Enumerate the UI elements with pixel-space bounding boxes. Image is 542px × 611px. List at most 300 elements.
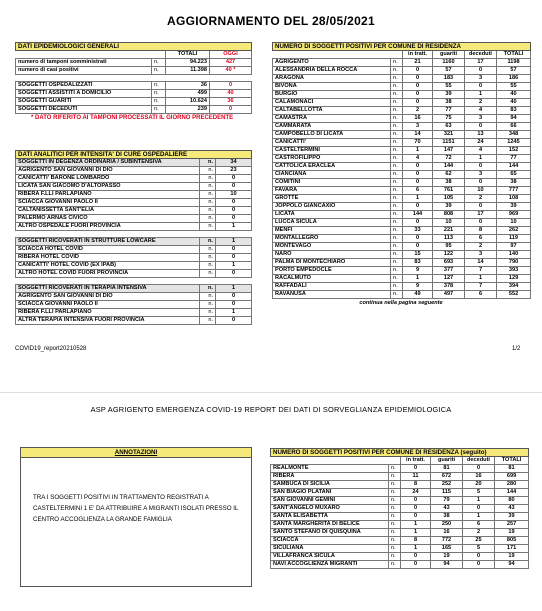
totali: 1198 xyxy=(497,59,531,67)
table-row xyxy=(273,123,531,131)
in-trattamento: 0 xyxy=(403,163,433,171)
comune-name: NAVI ACCOGLIENZA MIGRANTI xyxy=(271,561,389,569)
in-trattamento: 4 xyxy=(403,155,433,163)
table-row xyxy=(273,227,531,235)
table-row xyxy=(16,309,252,317)
table-row xyxy=(273,155,531,163)
row-label: SCIACCA GIOVANNI PAOLO II xyxy=(16,199,200,207)
comune-unit: n. xyxy=(391,179,403,187)
comune-unit: n. xyxy=(391,211,403,219)
comune-name: PALMA DI MONTECHIARO xyxy=(273,259,391,267)
deceduti: 25 xyxy=(463,537,495,545)
totali: 40 xyxy=(497,91,531,99)
table-row xyxy=(273,83,531,91)
comune-unit: n. xyxy=(389,513,401,521)
row-label: numero di casi positivi xyxy=(16,67,152,75)
comune-name: SANTO STEFANO DI QUISQUINA xyxy=(271,529,389,537)
comuni-col: in tratt. xyxy=(403,51,433,59)
guariti: 321 xyxy=(433,131,465,139)
comune-name: GROTTE xyxy=(273,195,391,203)
guariti: 761 xyxy=(433,187,465,195)
in-trattamento: 49 xyxy=(403,291,433,299)
table-row xyxy=(271,561,529,569)
comune-name: REALMONTE xyxy=(271,465,389,473)
deceduti: 0 xyxy=(463,553,495,561)
totali: 108 xyxy=(497,195,531,203)
totali: 186 xyxy=(497,75,531,83)
row-oggi: 427 xyxy=(210,59,252,67)
guariti: 378 xyxy=(433,283,465,291)
row-value: 1 xyxy=(216,262,252,270)
in-trattamento: 3 xyxy=(403,123,433,131)
totali: 262 xyxy=(497,227,531,235)
table-row xyxy=(273,67,531,75)
totali: 552 xyxy=(497,291,531,299)
deceduti: 1 xyxy=(465,155,497,163)
table-row xyxy=(16,199,252,207)
comune-name: RIBERA xyxy=(271,473,389,481)
deceduti: 2 xyxy=(465,195,497,203)
comuni-table xyxy=(272,42,531,299)
col-oggi: OGGI xyxy=(210,51,252,59)
row-value: 0 xyxy=(216,215,252,223)
in-trattamento: 0 xyxy=(403,75,433,83)
table-row xyxy=(271,545,529,553)
totali: 152 xyxy=(497,147,531,155)
analitici-header: DATI ANALITICI PER INTENSITA' DI CURE OSPEDALIERE xyxy=(16,151,252,159)
comune-name: RACALMUTO xyxy=(273,275,391,283)
deceduti: 2 xyxy=(465,99,497,107)
in-trattamento: 15 xyxy=(403,251,433,259)
comune-unit: n. xyxy=(391,275,403,283)
comune-name: FAVARA xyxy=(273,187,391,195)
row-unit: n. xyxy=(200,175,216,183)
comune-unit: n. xyxy=(389,545,401,553)
comune-name: JOPPOLO GIANCAXIO xyxy=(273,203,391,211)
row-oggi: 40 xyxy=(210,90,252,98)
totali: 40 xyxy=(497,99,531,107)
guariti: 693 xyxy=(433,259,465,267)
row-label: CANICATTI' BARONE LOMBARDO xyxy=(16,175,200,183)
comune-name: CALAMONACI xyxy=(273,99,391,107)
comune-unit: n. xyxy=(391,219,403,227)
table-row xyxy=(273,139,531,147)
annotazioni-header: ANNOTAZIONI xyxy=(20,447,252,458)
row-unit: n. xyxy=(200,309,216,317)
table-row xyxy=(273,219,531,227)
in-trattamento: 1 xyxy=(403,275,433,283)
totali: 393 xyxy=(497,267,531,275)
comune-name: SICULIANA xyxy=(271,545,389,553)
comuni-container xyxy=(272,42,530,306)
comune-name: CAMMARATA xyxy=(273,123,391,131)
totali: 777 xyxy=(497,187,531,195)
deceduti: 0 xyxy=(463,561,495,569)
totali: 171 xyxy=(495,545,529,553)
row-value: 23 xyxy=(216,167,252,175)
in-trattamento: 1 xyxy=(403,195,433,203)
comune-name: CASTROFILIPPO xyxy=(273,155,391,163)
in-trattamento: 0 xyxy=(403,91,433,99)
deceduti: 16 xyxy=(463,473,495,481)
table-row xyxy=(16,223,252,231)
table-row xyxy=(271,505,529,513)
annotazione-line: TRA I SOGGETTI POSITIVI IN TRATTAMENTO REGISTRATI A xyxy=(33,494,209,501)
row-unit: n. xyxy=(200,215,216,223)
totali: 129 xyxy=(497,275,531,283)
guariti: 122 xyxy=(433,251,465,259)
guariti: 497 xyxy=(433,291,465,299)
deceduti: 0 xyxy=(465,123,497,131)
deceduti: 7 xyxy=(465,267,497,275)
comune-unit: n. xyxy=(391,59,403,67)
totali: 39 xyxy=(495,513,529,521)
row-label: SCIACCA GIOVANNI PAOLO II xyxy=(16,301,200,309)
guariti: 1151 xyxy=(433,139,465,147)
totali: 80 xyxy=(495,497,529,505)
comune-unit: n. xyxy=(391,251,403,259)
row-label: PALERMO ARNAS CIVICO xyxy=(16,215,200,223)
row-label: AGRIGENTO SAN GIOVANNI DI DIO xyxy=(16,293,200,301)
row-value: 0 xyxy=(216,175,252,183)
comune-name: CAMASTRA xyxy=(273,115,391,123)
in-trattamento: 0 xyxy=(403,235,433,243)
totali: 39 xyxy=(497,203,531,211)
in-trattamento: 83 xyxy=(403,259,433,267)
comune-unit: n. xyxy=(391,283,403,291)
row-value: 1 xyxy=(216,238,252,246)
guariti: 115 xyxy=(431,489,463,497)
row-total: 94.223 xyxy=(166,59,210,67)
comune-name: MENFI xyxy=(273,227,391,235)
epi-note: * DATO RIFERITO AI TAMPONI PROCESSATI IL GIORNO PRECEDENTE xyxy=(31,115,234,121)
totali: 83 xyxy=(497,107,531,115)
guariti: 183 xyxy=(433,75,465,83)
in-trattamento: 9 xyxy=(403,283,433,291)
table-row xyxy=(271,521,529,529)
row-unit: n. xyxy=(200,246,216,254)
guariti: 165 xyxy=(431,545,463,553)
deceduti: 0 xyxy=(465,179,497,187)
guariti: 147 xyxy=(433,147,465,155)
row-label: RIBERA F.LLI PARLAPIANO xyxy=(16,191,200,199)
analitici-container xyxy=(15,150,251,325)
row-unit: n. xyxy=(152,90,166,98)
row-value: 1 xyxy=(216,309,252,317)
row-total: 36 xyxy=(166,82,210,90)
totali: 65 xyxy=(497,171,531,179)
row-unit: n. xyxy=(200,183,216,191)
footer-left: COVID19_report20210528 xyxy=(15,346,87,352)
table-row xyxy=(16,285,252,293)
guariti: 252 xyxy=(431,481,463,489)
comuni-col: TOTALI xyxy=(497,51,531,59)
comune-unit: n. xyxy=(391,83,403,91)
table-row xyxy=(273,107,531,115)
table-row xyxy=(16,262,252,270)
row-label: SOGGETTI RICOVERATI IN STRUTTURE LOWCARE xyxy=(16,238,200,246)
deceduti: 17 xyxy=(465,59,497,67)
table-row xyxy=(16,246,252,254)
comune-name: ALESSANDRIA DELLA ROCCA xyxy=(273,67,391,75)
guariti: 1160 xyxy=(433,59,465,67)
comune-unit: n. xyxy=(391,235,403,243)
row-label: SOGGETTI GUARITI xyxy=(16,98,152,106)
in-trattamento: 0 xyxy=(403,83,433,91)
in-trattamento: 21 xyxy=(403,59,433,67)
row-label: CALTANISSETTA SANT'ELIA xyxy=(16,207,200,215)
totali: 77 xyxy=(497,155,531,163)
deceduti: 0 xyxy=(465,67,497,75)
comune-name: CATTOLICA ERACLEA xyxy=(273,163,391,171)
deceduti: 1 xyxy=(465,275,497,283)
row-value: 10 xyxy=(216,191,252,199)
comune-unit: n. xyxy=(391,155,403,163)
comune-name: SANTA ELISABETTA xyxy=(271,513,389,521)
guariti: 94 xyxy=(431,561,463,569)
row-unit: n. xyxy=(200,301,216,309)
row-unit: n. xyxy=(200,270,216,278)
row-label: AGRIGENTO SAN GIOVANNI DI DIO xyxy=(16,167,200,175)
deceduti: 7 xyxy=(465,283,497,291)
table-row xyxy=(16,175,252,183)
guariti: 113 xyxy=(433,235,465,243)
comune-unit: n. xyxy=(391,267,403,275)
table-row xyxy=(273,115,531,123)
table-row xyxy=(271,497,529,505)
in-trattamento: 0 xyxy=(403,171,433,179)
totali: 19 xyxy=(495,553,529,561)
deceduti: 6 xyxy=(465,291,497,299)
comune-unit: n. xyxy=(391,187,403,195)
totali: 94 xyxy=(495,561,529,569)
comune-unit: n. xyxy=(391,123,403,131)
comune-unit: n. xyxy=(391,67,403,75)
comune-unit: n. xyxy=(391,107,403,115)
row-value: 0 xyxy=(216,270,252,278)
table-row xyxy=(16,215,252,223)
comune-unit: n. xyxy=(391,91,403,99)
guariti: 75 xyxy=(433,115,465,123)
table-row xyxy=(16,254,252,262)
totali: 1245 xyxy=(497,139,531,147)
deceduti: 0 xyxy=(463,465,495,473)
in-trattamento: 9 xyxy=(403,267,433,275)
comuni2-col: TOTALI xyxy=(495,457,529,465)
comune-unit: n. xyxy=(389,505,401,513)
comune-unit: n. xyxy=(389,553,401,561)
comune-name: NARO xyxy=(273,251,391,259)
guariti: 63 xyxy=(433,123,465,131)
deceduti: 0 xyxy=(465,219,497,227)
table-row xyxy=(16,159,252,167)
row-total: 239 xyxy=(166,106,210,114)
row-value: 0 xyxy=(216,254,252,262)
in-trattamento: 0 xyxy=(403,67,433,75)
guariti: 105 xyxy=(433,195,465,203)
deceduti: 0 xyxy=(465,203,497,211)
in-trattamento: 0 xyxy=(401,561,431,569)
row-label: numero di tamponi somministrati xyxy=(16,59,152,67)
guariti: 38 xyxy=(433,179,465,187)
annotazioni-body xyxy=(20,458,252,587)
row-label: CANICATTI' HOTEL COVID (EX IPAB) xyxy=(16,262,200,270)
totali: 140 xyxy=(497,251,531,259)
deceduti: 10 xyxy=(465,187,497,195)
comuni2-container xyxy=(270,448,528,569)
row-label: LICATA SAN GIACOMO D'ALTOPASSO xyxy=(16,183,200,191)
comuni-header: NUMERO DI SOGGETTI POSITIVI PER COMUNE DI RESIDENZA xyxy=(273,43,531,51)
in-trattamento: 144 xyxy=(403,211,433,219)
deceduti: 17 xyxy=(465,211,497,219)
comune-unit: n. xyxy=(391,139,403,147)
deceduti: 3 xyxy=(465,115,497,123)
row-unit: n. xyxy=(152,59,166,67)
table-row xyxy=(271,473,529,481)
table-row xyxy=(271,481,529,489)
col-totali: TOTALI xyxy=(166,51,210,59)
totali: 97 xyxy=(497,243,531,251)
table-row xyxy=(16,90,252,98)
totali: 43 xyxy=(495,505,529,513)
row-unit: n. xyxy=(152,98,166,106)
row-label: ALTRO OSPEDALE FUORI PROVINCIA xyxy=(16,223,200,231)
in-trattamento: 0 xyxy=(403,243,433,251)
in-trattamento: 11 xyxy=(401,473,431,481)
row-label: SOGGETTI IN DEGENZA ORDINARIA / SUBINTENSIVA xyxy=(16,159,200,167)
row-unit: n. xyxy=(200,238,216,246)
totali: 969 xyxy=(497,211,531,219)
guariti: 127 xyxy=(433,275,465,283)
totali: 280 xyxy=(495,481,529,489)
totali: 57 xyxy=(497,67,531,75)
guariti: 772 xyxy=(431,537,463,545)
totali: 94 xyxy=(497,115,531,123)
guariti: 55 xyxy=(433,83,465,91)
deceduti: 3 xyxy=(465,171,497,179)
deceduti: 1 xyxy=(463,497,495,505)
comune-unit: n. xyxy=(391,115,403,123)
deceduti: 20 xyxy=(463,481,495,489)
table-row xyxy=(16,106,252,114)
row-value: 0 xyxy=(216,199,252,207)
row-value: 0 xyxy=(216,246,252,254)
report-title-2: ASP AGRIGENTO EMERGENZA COVID-19 REPORT DEI DATI DI SORVEGLIANZA EPIDEMIOLOGICA xyxy=(90,405,452,414)
page-divider xyxy=(0,392,542,393)
table-row xyxy=(273,211,531,219)
comune-unit: n. xyxy=(391,243,403,251)
deceduti: 8 xyxy=(465,227,497,235)
table-row xyxy=(273,91,531,99)
table-row xyxy=(16,270,252,278)
table-row xyxy=(273,147,531,155)
table-row xyxy=(273,171,531,179)
deceduti: 24 xyxy=(465,139,497,147)
row-unit: n. xyxy=(200,167,216,175)
in-trattamento: 0 xyxy=(401,513,431,521)
table-row xyxy=(16,301,252,309)
deceduti: 13 xyxy=(465,131,497,139)
in-trattamento: 14 xyxy=(403,131,433,139)
row-unit: n. xyxy=(200,285,216,293)
table-row xyxy=(273,291,531,299)
comuni2-col: deceduti xyxy=(463,457,495,465)
guariti: 38 xyxy=(433,99,465,107)
comune-unit: n. xyxy=(391,259,403,267)
table-row xyxy=(273,179,531,187)
row-oggi: 36 xyxy=(210,98,252,106)
in-trattamento: 33 xyxy=(403,227,433,235)
row-unit: n. xyxy=(200,293,216,301)
totali: 10 xyxy=(497,219,531,227)
totali: 348 xyxy=(497,131,531,139)
comune-unit: n. xyxy=(389,529,401,537)
deceduti: 0 xyxy=(465,163,497,171)
deceduti: 1 xyxy=(463,513,495,521)
table-row xyxy=(16,82,252,90)
comune-name: SAN BIAGIO PLATANI xyxy=(271,489,389,497)
guariti: 79 xyxy=(431,497,463,505)
guariti: 38 xyxy=(431,513,463,521)
guariti: 77 xyxy=(433,107,465,115)
comune-name: SCIACCA xyxy=(271,537,389,545)
in-trattamento: 0 xyxy=(403,99,433,107)
guariti: 19 xyxy=(431,553,463,561)
deceduti: 14 xyxy=(465,259,497,267)
comuni-col: deceduti xyxy=(465,51,497,59)
epi-header: DATI EPIDEMIOLOGICI GENERALI xyxy=(16,43,252,51)
guariti: 144 xyxy=(433,163,465,171)
in-trattamento: 8 xyxy=(401,481,431,489)
comuni2-header: NUMERO DI SOGGETTI POSITIVI PER COMUNE DI RESIDENZA (seguito) xyxy=(271,449,529,457)
totali: 81 xyxy=(495,465,529,473)
row-label: ALTRO HOTEL COVID FUORI PROVINCIA xyxy=(16,270,200,278)
comune-name: CASTELTERMINI xyxy=(273,147,391,155)
table-row xyxy=(273,163,531,171)
table-row xyxy=(273,243,531,251)
deceduti: 5 xyxy=(463,545,495,553)
comune-unit: n. xyxy=(391,203,403,211)
row-unit: n. xyxy=(200,199,216,207)
guariti: 39 xyxy=(433,203,465,211)
in-trattamento: 8 xyxy=(401,537,431,545)
in-trattamento: 0 xyxy=(401,505,431,513)
row-label: SOGGETTI OSPEDALIZZATI xyxy=(16,82,152,90)
in-trattamento: 0 xyxy=(403,219,433,227)
row-value: 0 xyxy=(216,293,252,301)
in-trattamento: 1 xyxy=(401,545,431,553)
comune-name: RAVANUSA xyxy=(273,291,391,299)
row-total: 499 xyxy=(166,90,210,98)
table-row xyxy=(273,195,531,203)
deceduti: 4 xyxy=(465,107,497,115)
guariti: 221 xyxy=(433,227,465,235)
comune-unit: n. xyxy=(391,195,403,203)
row-unit: n. xyxy=(152,82,166,90)
comune-name: ARAGONA xyxy=(273,75,391,83)
totali: 144 xyxy=(497,163,531,171)
totali: 394 xyxy=(497,283,531,291)
comune-name: CIANCIANA xyxy=(273,171,391,179)
comune-name: MONTEVAGO xyxy=(273,243,391,251)
totali: 257 xyxy=(495,521,529,529)
row-value: 1 xyxy=(216,285,252,293)
table-row xyxy=(273,275,531,283)
table-row xyxy=(273,267,531,275)
row-total: 10.624 xyxy=(166,98,210,106)
table-row xyxy=(271,553,529,561)
comune-name: PORTO EMPEDOCLE xyxy=(273,267,391,275)
